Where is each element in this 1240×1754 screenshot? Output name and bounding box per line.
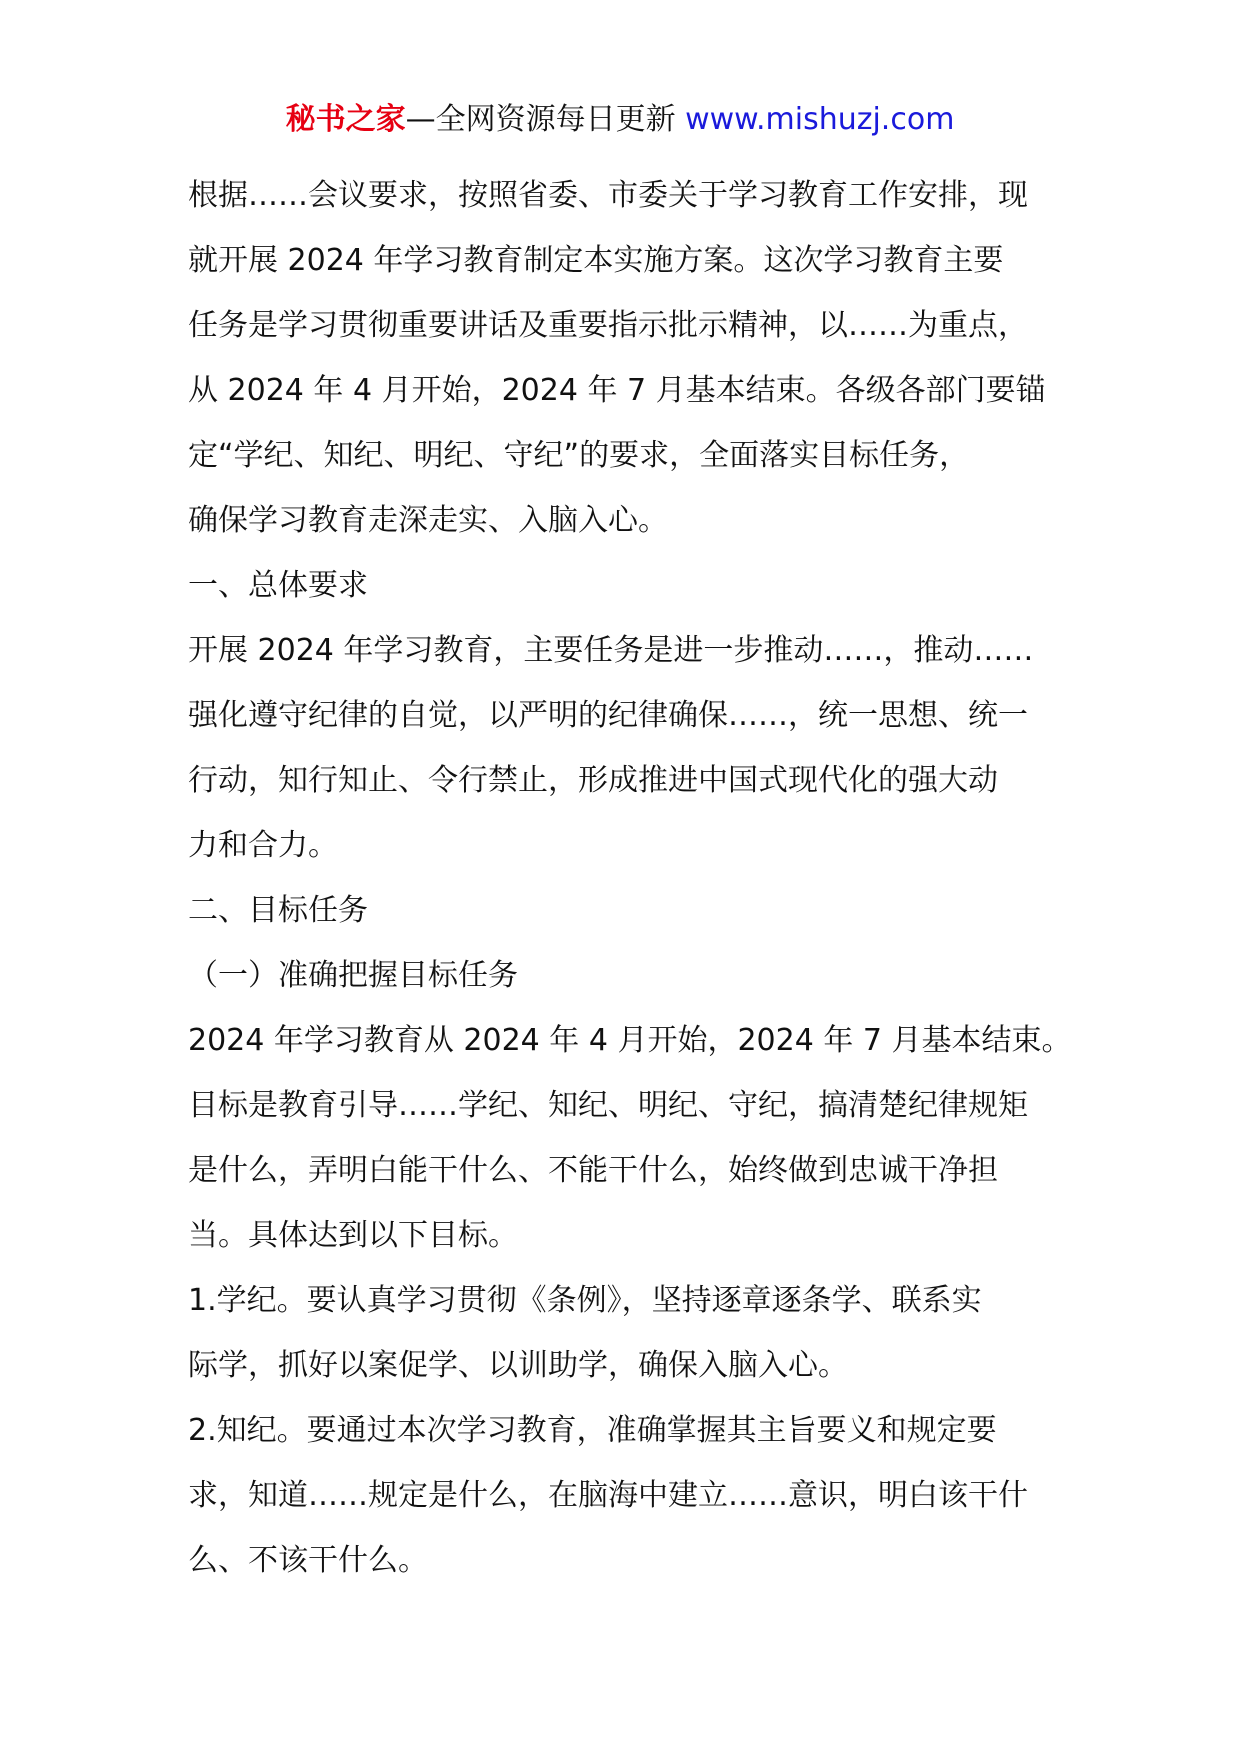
text-line: 目标是教育引导……学纪、知纪、明纪、守纪，搞清楚纪律规矩 bbox=[188, 1088, 1028, 1123]
text-line: 根据……会议要求，按照省委、市委关于学习教育工作安排，现 bbox=[188, 178, 1028, 213]
text-line: 2024 年学习教育从 2024 年 4 月开始，2024 年 7 月基本结束。 bbox=[188, 1023, 1072, 1058]
site-tagline: —全网资源每日更新 bbox=[405, 102, 676, 137]
site-url-link[interactable]: www.mishuzj.com bbox=[675, 102, 955, 137]
list-item-text: 么、不该干什么。 bbox=[188, 1543, 428, 1578]
list-item-text: 1.学纪。要认真学习贯彻《条例》，坚持逐章逐条学、联系实 bbox=[188, 1283, 982, 1318]
text-line: 力和合力。 bbox=[188, 828, 338, 863]
text-line: 强化遵守纪律的自觉，以严明的纪律确保……，统一思想、统一 bbox=[188, 698, 1028, 733]
list-item-text: 2.知纪。要通过本次学习教育，准确掌握其主旨要义和规定要 bbox=[188, 1413, 997, 1448]
section-heading: 二、目标任务 bbox=[188, 893, 368, 928]
text-line: 任务是学习贯彻重要讲话及重要指示批示精神，以……为重点， bbox=[188, 308, 1028, 343]
text-line: 从 2024 年 4 月开始，2024 年 7 月基本结束。各级各部门要锚 bbox=[188, 373, 1046, 408]
text-line: 当。具体达到以下目标。 bbox=[188, 1218, 518, 1253]
text-line: 开展 2024 年学习教育，主要任务是进一步推动……，推动…… bbox=[188, 633, 1034, 668]
text-line: 确保学习教育走深走实、入脑入心。 bbox=[188, 503, 668, 538]
text-line: 就开展 2024 年学习教育制定本实施方案。这次学习教育主要 bbox=[188, 243, 1004, 278]
site-header bbox=[0, 98, 1240, 142]
list-item-text: 求，知道……规定是什么，在脑海中建立……意识，明白该干什 bbox=[188, 1478, 1028, 1513]
text-line: 定“学纪、知纪、明纪、守纪”的要求，全面落实目标任务， bbox=[188, 438, 970, 473]
text-line: 是什么，弄明白能干什么、不能干什么，始终做到忠诚干净担 bbox=[188, 1153, 998, 1188]
section-heading: 一、总体要求 bbox=[188, 568, 368, 603]
subsection-heading: （一）准确把握目标任务 bbox=[188, 958, 518, 993]
list-item-text: 际学，抓好以案促学、以训助学，确保入脑入心。 bbox=[188, 1348, 848, 1383]
site-brand: 秘书之家 bbox=[285, 102, 406, 137]
document-body bbox=[188, 163, 1072, 1593]
text-line: 行动，知行知止、令行禁止，形成推进中国式现代化的强大动 bbox=[188, 763, 998, 798]
